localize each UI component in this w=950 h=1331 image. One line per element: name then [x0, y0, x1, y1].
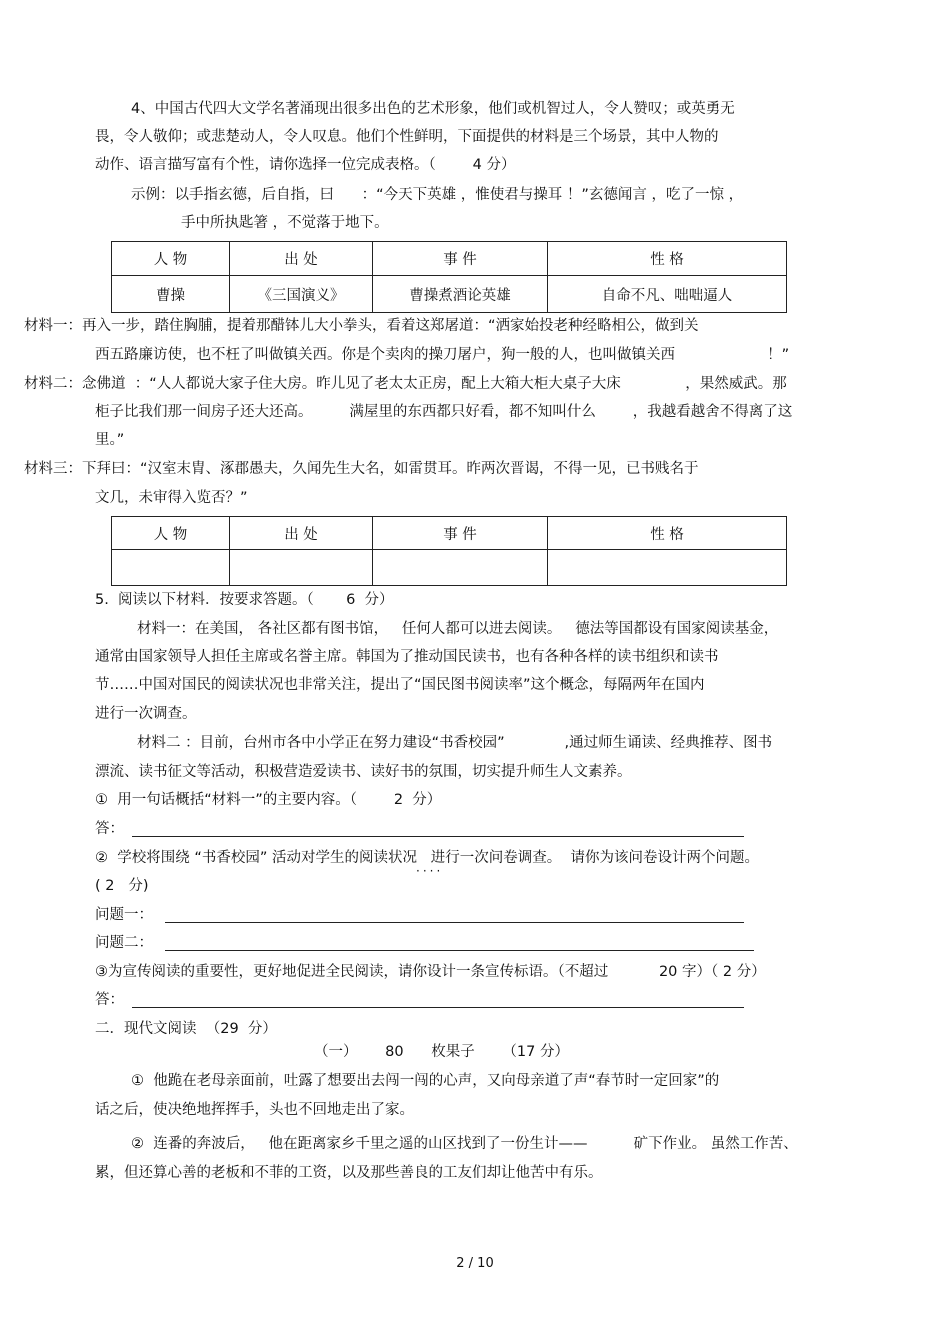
- section-2-heading: 二．现代文阅读 （29 分）: [95, 1021, 277, 1037]
- q5-material-1-line-3: 节……中国对国民的阅读状况也非常关注，提出了“国民图书阅读率”这个概念，每隔两年在国内: [95, 677, 705, 693]
- emphasis-dots: ····: [416, 864, 444, 878]
- subquestion-2-points: ( 2 分): [95, 878, 149, 894]
- q4-line-1: 4、中国古代四大文学名著涌现出很多出色的艺术形象，他们或机智过人，令人赞叹；或英勇无: [131, 101, 735, 117]
- paragraph-2-line-1: ② 连番的奔波后， 他在距离家乡千里之遥的山区找到了一份生计—— 矿下作业。 虽然工作苦、: [131, 1136, 798, 1152]
- q5-material-1-line-4: 进行一次调查。: [95, 706, 197, 722]
- table2-answer-personality[interactable]: [548, 550, 787, 586]
- table2-header-personality: 性 格: [548, 517, 787, 550]
- passage-title: （一） 80 枚果子 （17 分）: [314, 1044, 569, 1060]
- table2-header-event: 事 件: [373, 517, 548, 550]
- q4-line-2: 畏，令人敬仰；或悲楚动人，令人叹息。他们个性鲜明，下面提供的材料是三个场景，其中人物的: [95, 129, 719, 145]
- question-2-answer-line[interactable]: [165, 950, 754, 951]
- table2-header-character: 人 物: [112, 517, 230, 550]
- table2-answer-character[interactable]: [112, 550, 230, 586]
- table2-header-source: 出 处: [230, 517, 373, 550]
- subquestion-3: ③为宣传阅读的重要性，更好地促进全民阅读，请你设计一条宣传标语。（不超过 20 字）（ 2 分）: [95, 964, 766, 980]
- answer-label-1: 答：: [95, 821, 124, 837]
- table1-header-event: 事 件: [373, 242, 548, 276]
- table2-answer-event[interactable]: [373, 550, 548, 586]
- question-2-label: 问题二：: [95, 935, 153, 951]
- paragraph-1-line-1: ① 他跪在老母亲面前，吐露了想要出去闯一闯的心声，又向母亲道了声“春节时一定回家”的: [131, 1073, 720, 1089]
- material-2-line-1: 材料二：念佛道 ：“人人都说大家子住大房。昨儿见了老太太正房，配上大箱大柜大桌子大床 ，果然威武。那: [24, 376, 787, 392]
- example-table: [111, 241, 787, 313]
- table1-cell-source: 《三国演义》: [230, 276, 373, 313]
- material-3-line-1: 材料三：下拜曰：“汉室末胄、涿郡愚夫，久闻先生大名，如雷贯耳。昨两次晋谒，不得一见，已书贱名于: [24, 461, 699, 477]
- question-1-label: 问题一：: [95, 907, 153, 923]
- q5-material-1-line-2: 通常由国家领导人担任主席或名誉主席。韩国为了推动国民读书，也有各种各样的读书组织和读书: [95, 649, 719, 665]
- table2-answer-source[interactable]: [230, 550, 373, 586]
- answer-table: [111, 516, 787, 586]
- example-line-1: 示例：以手指玄德，后自指，曰 ：“今天下英雄 ，惟使君与操耳 ！”玄德闻言 ，吃了一惊 ，: [131, 187, 744, 203]
- material-1-line-1: 材料一：再入一步，踏住胸脯，提着那醋钵儿大小拳头，看着这郑屠道：“洒家始投老种经略相公，做到关: [24, 318, 699, 334]
- paragraph-1-line-2: 话之后，使决绝地挥挥手，头也不回地走出了家。: [95, 1102, 414, 1118]
- q5-material-2-line-1: 材料二 ：目前，台州市各中小学正在努力建设“书香校园” ,通过师生诵读、经典推荐、图书: [137, 735, 773, 751]
- material-2-line-3: 里。”: [95, 432, 125, 448]
- material-2-line-2: 柜子比我们那一间房子还大还高。 满屋里的东西都只好看，都不知叫什么 ，我越看越舍不得离了这: [95, 404, 793, 420]
- q5-material-1-line-1: 材料一：在美国， 各社区都有图书馆， 任何人都可以进去阅读。 德法等国都设有国家阅读基金，: [137, 621, 779, 637]
- answer-line-3[interactable]: [132, 1007, 744, 1008]
- material-1-line-2: 西五路廉访使，也不枉了叫做镇关西。你是个卖肉的操刀屠户，狗一般的人，也叫做镇关西 ！”: [95, 347, 790, 363]
- q5-material-2-line-2: 漂流、读书征文等活动，积极营造爱读书、读好书的氛围，切实提升师生人文素养。: [95, 764, 632, 780]
- paragraph-2-line-2: 累，但还算心善的老板和不菲的工资，以及那些善良的工友们却让他苦中有乐。: [95, 1165, 603, 1181]
- table1-header-character: 人 物: [112, 242, 230, 276]
- table1-header-source: 出 处: [230, 242, 373, 276]
- answer-label-3: 答：: [95, 992, 124, 1008]
- subquestion-2: ② 学校将围绕 “书香校园” 活动对学生的阅读状况 进行一次问卷调查。 请你为该问卷设计两个问题。: [95, 850, 760, 866]
- question-1-answer-line[interactable]: [165, 922, 744, 923]
- answer-line-1[interactable]: [132, 836, 744, 837]
- table1-cell-event: 曹操煮酒论英雄: [373, 276, 548, 313]
- table1-cell-character: 曹操: [112, 276, 230, 313]
- subquestion-1: ① 用一句话概括“材料一”的主要内容。（ 2 分）: [95, 792, 442, 808]
- table1-header-personality: 性 格: [548, 242, 787, 276]
- q5-title: 5. 阅读以下材料．按要求答题。（ 6 分）: [95, 592, 394, 608]
- material-3-line-2: 文几，未审得入览否？”: [95, 490, 248, 506]
- table1-cell-personality: 自命不凡、咄咄逼人: [548, 276, 787, 313]
- page-number: 2 / 10: [456, 1256, 494, 1271]
- example-line-2: 手中所执匙箸 ，不觉落于地下。: [181, 215, 389, 231]
- q4-line-3: 动作、语言描写富有个性，请你选择一位完成表格。（ 4 分）: [95, 157, 516, 173]
